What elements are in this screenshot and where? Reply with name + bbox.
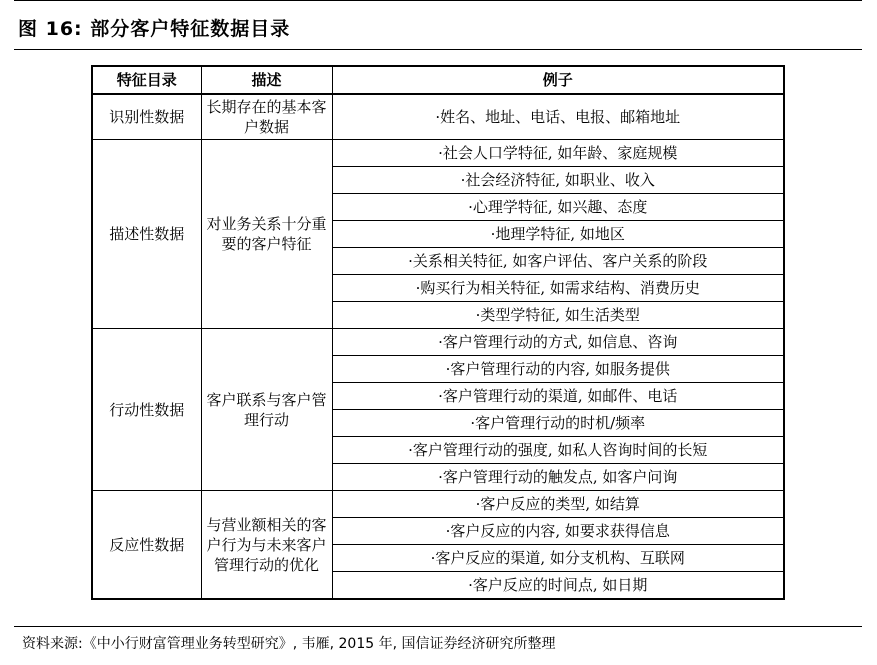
description-cell: 长期存在的基本客户数据 (201, 94, 332, 140)
table-row (92, 491, 784, 518)
example-cell: ·姓名、地址、电话、电报、邮箱地址 (332, 94, 784, 140)
example-cell: ·客户反应的渠道, 如分支机构、互联网 (332, 545, 784, 572)
example-cell: ·心理学特征, 如兴趣、态度 (332, 194, 784, 221)
example-cell: ·客户管理行动的时机/频率 (332, 410, 784, 437)
table-header-row (92, 66, 784, 94)
figure-title: 图 16: 部分客户特征数据目录 (18, 18, 291, 40)
table-row (92, 329, 784, 356)
example-cell: ·类型学特征, 如生活类型 (332, 302, 784, 329)
example-cell: ·客户管理行动的内容, 如服务提供 (332, 356, 784, 383)
table-row (92, 140, 784, 167)
header-category: 特征目录 (92, 66, 201, 94)
description-cell: 对业务关系十分重要的客户特征 (201, 140, 332, 329)
category-cell: 反应性数据 (92, 491, 201, 600)
example-cell: ·客户管理行动的强度, 如私人咨询时间的长短 (332, 437, 784, 464)
example-cell: ·客户管理行动的方式, 如信息、咨询 (332, 329, 784, 356)
example-cell: ·客户管理行动的触发点, 如客户问询 (332, 464, 784, 491)
source-note: 资料来源:《中小行财富管理业务转型研究》, 韦雁, 2015 年, 国信证券经济研究所整理 (14, 626, 862, 653)
customer-data-catalog-table (91, 65, 785, 600)
category-cell: 描述性数据 (92, 140, 201, 329)
example-cell: ·客户反应的内容, 如要求获得信息 (332, 518, 784, 545)
example-cell: ·关系相关特征, 如客户评估、客户关系的阶段 (332, 248, 784, 275)
example-cell: ·购买行为相关特征, 如需求结构、消费历史 (332, 275, 784, 302)
table-row (92, 94, 784, 140)
figure-title-bar (14, 0, 862, 50)
example-cell: ·社会经济特征, 如职业、收入 (332, 167, 784, 194)
example-cell: ·客户管理行动的渠道, 如邮件、电话 (332, 383, 784, 410)
example-cell: ·客户反应的类型, 如结算 (332, 491, 784, 518)
example-cell: ·社会人口学特征, 如年龄、家庭规模 (332, 140, 784, 167)
example-cell: ·客户反应的时间点, 如日期 (332, 572, 784, 600)
header-examples: 例子 (332, 66, 784, 94)
header-description: 描述 (201, 66, 332, 94)
description-cell: 与营业额相关的客户行为与未来客户管理行动的优化 (201, 491, 332, 600)
example-cell: ·地理学特征, 如地区 (332, 221, 784, 248)
category-cell: 行动性数据 (92, 329, 201, 491)
category-cell: 识别性数据 (92, 94, 201, 140)
description-cell: 客户联系与客户管理行动 (201, 329, 332, 491)
